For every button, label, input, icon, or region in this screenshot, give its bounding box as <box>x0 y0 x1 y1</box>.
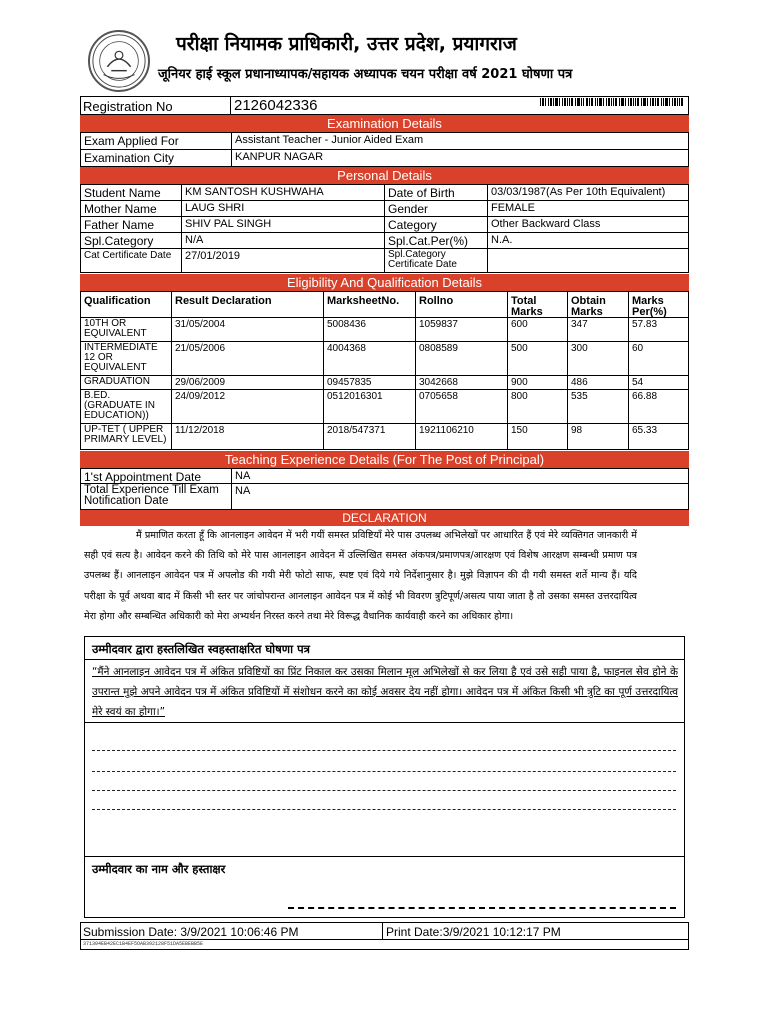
table-row <box>80 342 689 376</box>
dob-label: Date of Birth <box>384 185 487 200</box>
section-examination-details: Examination Details <box>80 115 689 132</box>
table-row <box>80 318 689 342</box>
table-cell: 1059837 <box>415 318 507 341</box>
section-eligibility: Eligibility And Qualification Details <box>80 274 689 291</box>
table-cell: 98 <box>567 424 628 449</box>
declaration-text: मैं प्रमाणित करता हूँ कि आनलाइन आवेदन में भरी गयीं समस्त प्रविष्टियाँ मेरे पास उपलब्ध अभिलेखों पर आधारित हैं एवं मेरे व्यक्तिगत जानकारी में सही एवं सत्य है। आवेदन करने की तिथि को मेरे पास आनलाइन आवेदन में उल्लिखित समस्त अंकपत्र/प्रमाणपत्र/आरक्षण एवं विशेष आरक्षण सम्बन्धी प्रमाण पत्र उपलब्ध हैं। आनलाइन आवेदन पत्र में अपलोड की गयी मेरी फोटो साफ, स्पष्ट एवं दिये गये निर्देशानुसार है। मुझे विज्ञापन की दी गयी समस्त शर्ते मान्य हैं। यदि परीक्षा के पूर्व अथवा बाद में किसी भी स्तर पर जांचोपरान्त आनलाइन आवेदन पत्र में कोई भी विवरण त्रुटिपूर्ण/असत्य पाया जाता है तो उसका समस्त उत्तरदायित्व मेरा होगा और सम्बन्धित अधिकारी को मेरा अभ्यर्थन निरस्त करने तथा मेरे विरूद्ध वैधानिक कार्यवाही करने का अधिकार होगा। <box>84 530 637 622</box>
table-cell: 11/12/2018 <box>171 424 323 449</box>
table-cell: 347 <box>567 318 628 341</box>
table-cell: 57.83 <box>628 318 688 341</box>
table-cell: B.ED. (GRADUATE IN EDUCATION)) <box>84 390 155 421</box>
student-name-label: Student Name <box>84 186 161 200</box>
appointment-value: NA <box>231 469 688 483</box>
document-hash: 371304EB42EC1B4EF5OAB392128F51DA5EBEBB5E <box>80 940 689 950</box>
print-date: Print Date:3/9/2021 10:12:17 PM <box>386 925 561 939</box>
table-cell: 60 <box>628 342 688 375</box>
handwriting-line <box>92 790 676 791</box>
table-cell: 09457835 <box>323 376 415 389</box>
dob-value: 03/03/1987(As Per 10th Equivalent) <box>487 185 688 200</box>
col-marksheet-no: MarksheetNo. <box>323 292 415 317</box>
divider <box>84 722 685 723</box>
table-cell: 900 <box>507 376 567 389</box>
exam-applied-row <box>80 132 689 150</box>
divider <box>382 922 383 940</box>
table-cell: 535 <box>567 390 628 423</box>
table-cell: 29/06/2009 <box>171 376 323 389</box>
experience-label: Total Experience Till Exam Notification Date <box>84 484 219 507</box>
table-cell: INTERMEDIATE 12 OR EQUIVALENT <box>84 342 158 373</box>
divider <box>84 659 685 660</box>
registration-label: Registration No <box>83 99 173 114</box>
col-rollno: Rollno <box>415 292 507 317</box>
spl-category-label: Spl.Category <box>84 234 154 248</box>
section-declaration: DECLARATION <box>80 510 689 526</box>
table-cell: 21/05/2006 <box>171 342 323 375</box>
table-cell: 500 <box>507 342 567 375</box>
table-cell: 54 <box>628 376 688 389</box>
up-govt-seal-icon <box>88 30 150 92</box>
cat-certificate-label: Cat Certificate Date <box>84 250 172 261</box>
experience-row <box>80 484 689 510</box>
mother-name-value: LAUG SHRI <box>181 201 384 216</box>
col-total-marks: Total Marks <box>507 292 567 317</box>
col-obtain-marks: Obtain Marks <box>567 292 628 317</box>
table-cell: 800 <box>507 390 567 423</box>
table-cell: UP-TET ( UPPER PRIMARY LEVEL) <box>84 424 167 445</box>
table-row <box>80 424 689 450</box>
col-marks-percent: Marks Per(%) <box>628 292 688 317</box>
page-subtitle: जूनियर हाई स्कूल प्रधानाध्यापक/सहायक अध्यापक चयन परीक्षा वर्ष 2021 घोषणा पत्र <box>158 67 573 82</box>
category-label: Category <box>384 217 487 232</box>
table-cell: 2018/547371 <box>323 424 415 449</box>
personal-row-5 <box>80 249 689 273</box>
eligibility-header-row <box>80 291 689 318</box>
table-row <box>80 376 689 390</box>
signature-label: उम्मीदवार का नाम और हस्ताक्षर <box>92 862 226 876</box>
gender-value: FEMALE <box>487 201 688 216</box>
table-cell: 300 <box>567 342 628 375</box>
table-cell: 24/09/2012 <box>171 390 323 423</box>
handwritten-declaration-quote: “मैंने आनलाइन आवेदन पत्र में अंकित प्रविष्टियों का प्रिंट निकाल कर उसका मिलान मूल अभिलेखों से कर लिया है एवं उसे सही पाया है, फाइनल सेव होने के उपरान्त मुझे अपने आवेदन पत्र में अंकित प्रविष्टियों में संशोधन करने का कोई अवसर देय नहीं होगा। आवेदन पत्र में अंकित किसी भी त्रुटि का पूर्ण उत्तरदायित्व मेरे स्वयं का होगा।” <box>92 666 678 718</box>
personal-row-2 <box>80 201 689 217</box>
page-title: परीक्षा नियामक प्राधिकारी, उत्तर प्रदेश, प्रयागराज <box>176 33 517 55</box>
col-result-declaration: Result Declaration <box>171 292 323 317</box>
registration-number: 2126042336 <box>234 97 318 114</box>
table-cell: 0808589 <box>415 342 507 375</box>
exam-applied-value: Assistant Teacher - Junior Aided Exam <box>231 133 688 149</box>
cat-certificate-value: 27/01/2019 <box>181 249 384 272</box>
table-cell: 5008436 <box>323 318 415 341</box>
signature-line <box>288 907 676 909</box>
category-value: Other Backward Class <box>487 217 688 232</box>
handwriting-line <box>92 809 676 810</box>
spl-category-certificate-label: Spl.Category Certificate Date <box>384 249 487 272</box>
exam-city-label: Examination City <box>84 151 175 165</box>
table-cell: 66.88 <box>628 390 688 423</box>
gender-label: Gender <box>384 201 487 216</box>
exam-applied-label: Exam Applied For <box>84 134 179 148</box>
section-teaching-experience: Teaching Experience Details (For The Post of Principal) <box>80 451 689 468</box>
table-row <box>80 390 689 424</box>
table-cell: 10TH OR EQUIVALENT <box>84 318 147 339</box>
appointment-label: 1'st Appointment Date <box>84 470 202 483</box>
section-personal-details: Personal Details <box>80 167 689 184</box>
mother-name-label: Mother Name <box>84 202 157 216</box>
appointment-row <box>80 468 689 484</box>
spl-category-certificate-value <box>487 249 688 272</box>
table-cell: 65.33 <box>628 424 688 449</box>
table-cell: 4004368 <box>323 342 415 375</box>
table-cell: 600 <box>507 318 567 341</box>
barcode-icon <box>540 98 684 106</box>
table-cell: 150 <box>507 424 567 449</box>
table-cell: 0512016301 <box>323 390 415 423</box>
table-cell: 0705658 <box>415 390 507 423</box>
father-name-label: Father Name <box>84 218 155 232</box>
handwriting-line <box>92 771 676 772</box>
table-cell: GRADUATION <box>84 376 150 387</box>
table-cell: 31/05/2004 <box>171 318 323 341</box>
exam-city-value: KANPUR NAGAR <box>231 150 688 166</box>
student-name-value: KM SANTOSH KUSHWAHA <box>181 185 384 200</box>
divider <box>84 856 685 857</box>
father-name-value: SHIV PAL SINGH <box>181 217 384 232</box>
spl-category-value: N/A <box>181 233 384 248</box>
spl-cat-percent-value: N.A. <box>487 233 688 248</box>
divider <box>230 96 231 115</box>
exam-city-row <box>80 150 689 167</box>
table-cell: 486 <box>567 376 628 389</box>
submission-date: Submission Date: 3/9/2021 10:06:46 PM <box>83 925 299 939</box>
personal-row-3 <box>80 217 689 233</box>
personal-row-1 <box>80 184 689 201</box>
personal-row-4 <box>80 233 689 249</box>
handwriting-line <box>92 750 676 751</box>
spl-cat-percent-label: Spl.Cat.Per(%) <box>384 233 487 248</box>
handwritten-declaration-title: उम्मीदवार द्वारा हस्तलिखित स्वहस्ताक्षरित घोषणा पत्र <box>92 642 310 656</box>
col-qualification: Qualification <box>84 295 151 307</box>
table-cell: 3042668 <box>415 376 507 389</box>
table-cell: 1921106210 <box>415 424 507 449</box>
experience-value: NA <box>231 484 688 509</box>
